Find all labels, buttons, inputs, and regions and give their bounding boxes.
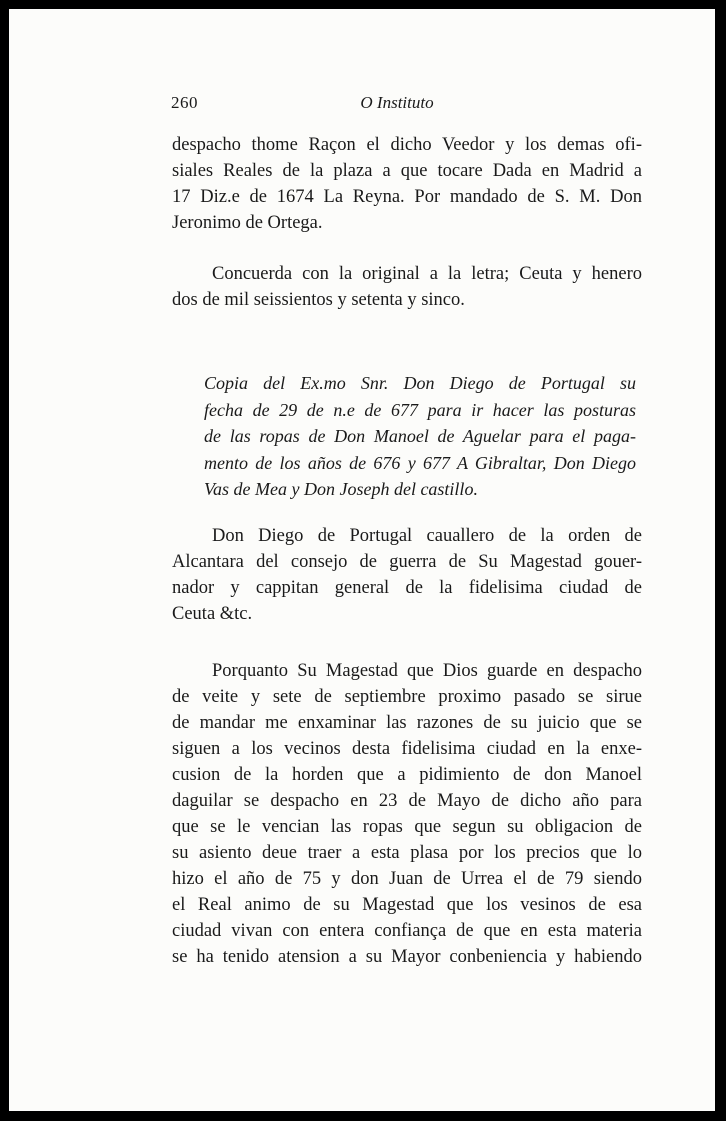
text-line: su asiento deue traer a esta plasa por los precios que lo: [172, 843, 642, 863]
text-line: Porquanto Su Magestad que Dios guarde en despacho: [212, 661, 642, 681]
text-line: Don Diego de Portugal cauallero de la orden de: [212, 526, 642, 546]
paragraph-3: [172, 523, 642, 627]
text-line: daguilar se despacho en 23 de Mayo de dicho año para: [172, 791, 642, 811]
caption-line: Copia del Ex.mo Snr. Don Diego de Portugal su: [204, 373, 636, 393]
text-line: hizo el año de 75 y don Juan de Urrea el de 79 siendo: [172, 869, 642, 889]
text-line: el Real animo de su Magestad que los vesinos de esa: [172, 895, 642, 915]
text-line: 17 Diz.e de 1674 La Reyna. Por mandado de S. M. Don: [172, 187, 642, 207]
text-line: Ceuta &tc.: [172, 604, 253, 624]
page-header: [9, 87, 715, 117]
text-line: dos de mil seissientos y setenta y sinco.: [172, 290, 465, 310]
text-line: de veite y sete de septiembre proximo pasado se sirue: [172, 687, 642, 707]
paragraph-2: [172, 261, 642, 313]
text-line: Alcantara del consejo de guerra de Su Magestad gouer-: [172, 552, 642, 572]
book-page: [9, 9, 715, 1111]
caption-line: Vas de Mea y Don Joseph del castillo.: [204, 479, 478, 499]
caption-line: fecha de 29 de n.e de 677 para ir hacer las posturas: [204, 399, 636, 420]
text-line: de mandar me enxaminar las razones de su juicio que se: [172, 713, 642, 733]
text-line: nador y cappitan general de la fidelisima ciudad de: [172, 578, 642, 598]
text-line: cusion de la horden que a pidimiento de don Manoel: [172, 765, 642, 785]
text-line: ciudad vivan con entera confiança de que en esta materia: [172, 921, 642, 941]
page-number: 260: [171, 93, 198, 112]
text-line: Concuerda con la original a la letra; Ceuta y henero: [212, 264, 642, 284]
text-line: Jeronimo de Ortega.: [172, 213, 323, 233]
text-line: se ha tenido atension a su Mayor conbeniencia y habiendo: [172, 947, 642, 967]
paragraph-1: [172, 132, 642, 236]
document-caption: [204, 370, 636, 503]
text-line: siguen a los vecinos desta fidelisima ciudad en la enxe-: [172, 739, 642, 759]
paragraph-4: [172, 658, 642, 970]
text-line: que se le vencian las ropas que segun su obligacion de: [172, 817, 642, 837]
text-line: despacho thome Raçon el dicho Veedor y los demas ofi-: [172, 135, 642, 155]
text-line: siales Reales de la plaza a que tocare Dada en Madrid a: [172, 161, 642, 181]
caption-line: mento de los años de 676 y 677 A Gibraltar, Don Diego: [204, 452, 636, 473]
running-title: O Instituto: [360, 93, 434, 112]
caption-line: de las ropas de Don Manoel de Aguelar para el paga-: [204, 426, 636, 446]
